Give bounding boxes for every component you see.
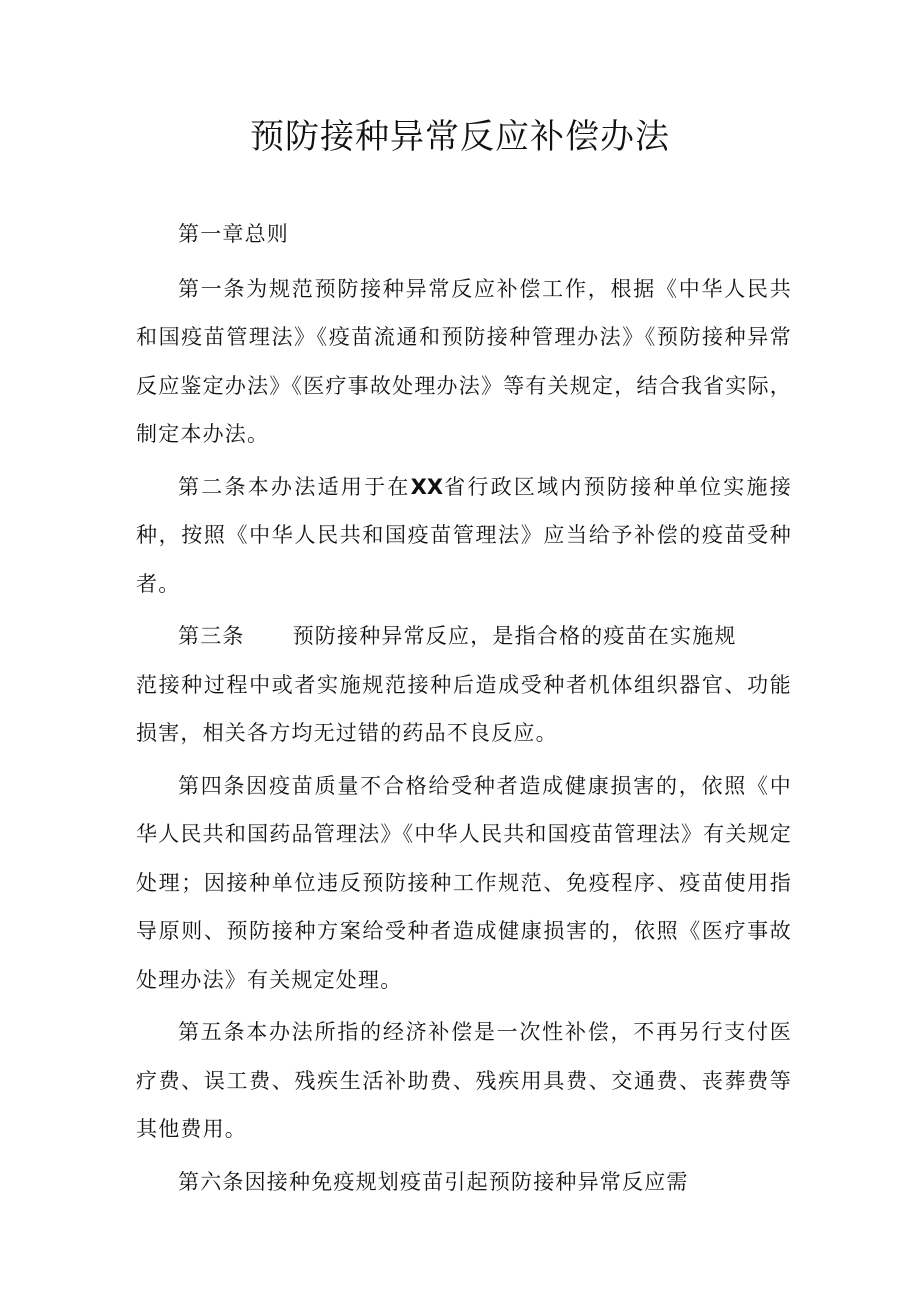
- chapter-heading: 第一章总则: [178, 222, 289, 246]
- document-title: 预防接种异常反应补偿办法: [250, 117, 670, 157]
- article-2-text-post: 省行政区域内预防接种单位实施接种，按照《中华人民共和国疫苗管理法》应当给予补偿的疫苗受种者。: [136, 474, 793, 596]
- article-3-label: 第三条: [178, 624, 245, 648]
- article-5: 第五条本办法所指的经济补偿是一次性补偿，不再另行支付医疗费、误工费、残疾生活补助费、残疾用具费、交通费、丧葬费等其他费用。: [136, 1020, 792, 1141]
- article-3-line-1: 预防接种异常反应，是指合格的疫苗在实施规: [292, 624, 737, 648]
- document-body: [136, 210, 792, 1206]
- article-3-rest: 范接种过程中或者实施规范接种后造成受种者机体组织器官、功能损害，相关各方均无过错的药品不良反应。: [136, 672, 792, 745]
- article-2-text-pre: 第二条本办法适用于在: [178, 474, 411, 499]
- article-2-province-placeholder: XX: [410, 474, 444, 499]
- article-2: [136, 463, 792, 609]
- article-6: 第六条因接种免疫规划疫苗引起预防接种异常反应需: [178, 1169, 689, 1194]
- article-4: 第四条因疫苗质量不合格给受种者造成健康损害的，依照《中华人民共和国药品管理法》《中华人民共和国疫苗管理法》有关规定处理；因接种单位违反预防接种工作规范、免疫程序、疫苗使用指导原则、预防接种方案给受种者造成健康损害的，依照《医疗事故处理办法》有关规定处理。: [136, 773, 792, 992]
- article-3: [136, 612, 792, 758]
- article-3-first-line: [136, 612, 792, 661]
- article-1: 第一条为规范预防接种异常反应补偿工作，根据《中华人民共和国疫苗管理法》《疫苗流通和预防接种管理办法》《预防接种异常反应鉴定办法》《医疗事故处理办法》等有关规定，结合我省实际，制定本办法。: [136, 276, 792, 446]
